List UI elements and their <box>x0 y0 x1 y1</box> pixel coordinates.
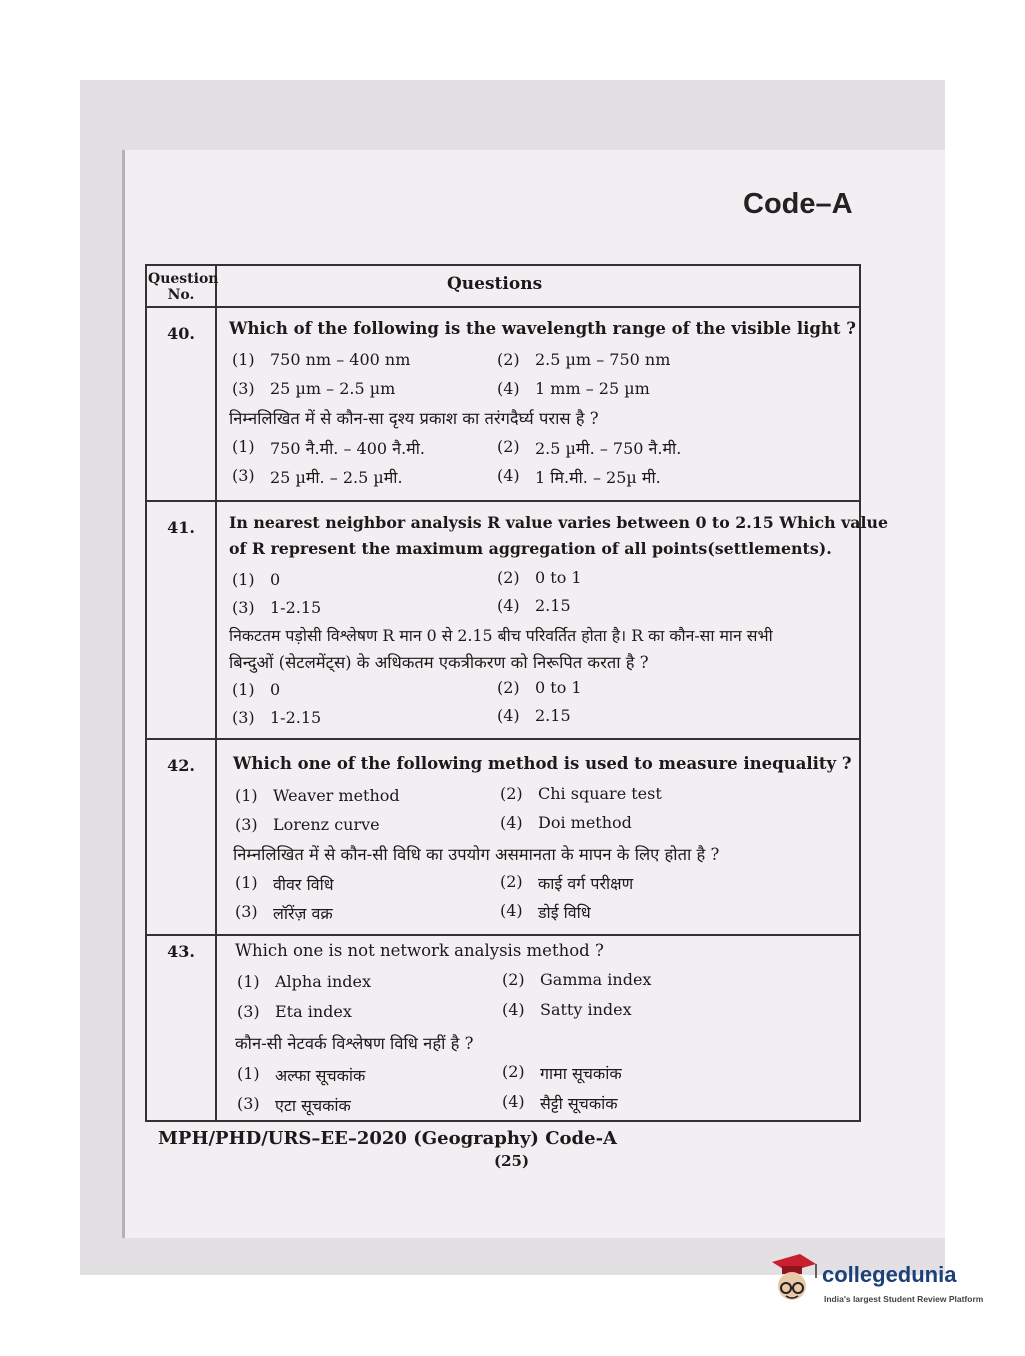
option-label: (4) <box>502 1092 525 1111</box>
option-text: Gamma index <box>540 970 652 989</box>
option-text: 750 नै.मी. – 400 नै.मी. <box>270 439 425 458</box>
option-text: 2.5 µm – 750 nm <box>535 350 671 369</box>
option-label: (4) <box>502 1000 525 1019</box>
option-text: Satty index <box>540 1000 632 1019</box>
option-label: (4) <box>500 901 523 920</box>
option-label: (3) <box>237 1094 260 1113</box>
option-text: 25 µm – 2.5 µm <box>270 379 396 398</box>
question-text-en: Which one of the following method is used to measure inequality ? <box>233 754 852 773</box>
question-text-en: Which of the following is the wavelength range of the visible light ? <box>229 319 856 338</box>
question-text-en: In nearest neighbor analysis R value varies between 0 to 2.15 Which value <box>229 513 889 532</box>
option-label: (3) <box>237 1002 260 1021</box>
question-text-hi: कौन-सी नेटवर्क विश्लेषण विधि नहीं है ? <box>235 1034 474 1053</box>
option-label: (1) <box>237 1064 260 1083</box>
option-label: (1) <box>232 570 255 589</box>
question-block <box>147 740 859 936</box>
option-label: (2) <box>497 437 520 456</box>
option-label: (2) <box>497 350 520 369</box>
option-text: 750 nm – 400 nm <box>270 350 411 369</box>
option-text: 1-2.15 <box>270 708 322 727</box>
question-number: 40. <box>167 324 195 343</box>
option-label: (3) <box>232 466 255 485</box>
header-question-no: Question No. <box>148 271 219 303</box>
option-label: (4) <box>497 706 520 725</box>
option-label: (4) <box>500 813 523 832</box>
option-label: (1) <box>232 350 255 369</box>
option-text: वीवर विधि <box>273 875 334 894</box>
option-label: (4) <box>497 379 520 398</box>
option-label: (2) <box>500 872 523 891</box>
option-text: Lorenz curve <box>273 815 380 834</box>
option-label: (1) <box>235 786 258 805</box>
option-text: 2.5 µमी. – 750 नै.मी. <box>535 439 682 458</box>
option-text: 0 <box>270 680 281 699</box>
option-label: (3) <box>232 379 255 398</box>
question-number: 42. <box>167 756 195 775</box>
option-label: (2) <box>500 784 523 803</box>
option-label: (1) <box>232 437 255 456</box>
paper-code: Code–A <box>743 188 853 220</box>
brand-name: collegedunia <box>822 1262 957 1287</box>
option-label: (3) <box>232 598 255 617</box>
option-label: (2) <box>497 678 520 697</box>
question-text-hi: निकटतम पड़ोसी विश्लेषण R मान 0 से 2.15 बीच परिवर्तित होता है। R का कौन-सा मान सभी <box>229 626 773 645</box>
option-text: 0 to 1 <box>535 568 582 587</box>
option-label: (2) <box>502 1062 525 1081</box>
option-label: (1) <box>232 680 255 699</box>
option-text: 0 to 1 <box>535 678 582 697</box>
option-label: (4) <box>497 596 520 615</box>
option-text: लॉरेंज़ वक्र <box>273 904 333 923</box>
option-label: (4) <box>497 466 520 485</box>
question-text-hi: निम्नलिखित में से कौन-सा दृश्य प्रकाश का तरंगदैर्घ्य परास है ? <box>229 409 599 428</box>
option-text: Doi method <box>538 813 632 832</box>
option-text: अल्फा सूचकांक <box>275 1066 366 1085</box>
question-text-hi: निम्नलिखित में से कौन-सी विधि का उपयोग असमानता के मापन के लिए होता है ? <box>233 845 720 864</box>
brand-tagline: India's largest Student Review Platform <box>824 1294 984 1304</box>
questions-table <box>145 264 889 1122</box>
header-questions: Questions <box>447 274 543 294</box>
option-text: Weaver method <box>273 786 400 805</box>
question-text-en: Which one is not network analysis method ? <box>235 941 604 960</box>
page-number: (25) <box>494 1152 530 1170</box>
collegedunia-branding[interactable] <box>766 1250 996 1314</box>
question-block <box>147 308 859 502</box>
option-label: (1) <box>235 873 258 892</box>
option-text: 1 मि.मी. – 25µ मी. <box>535 468 661 487</box>
question-text-en: of R represent the maximum aggregation of all points(settlements). <box>229 539 832 558</box>
option-label: (3) <box>235 815 258 834</box>
option-text: 0 <box>270 570 281 589</box>
question-text-hi: बिन्दुओं (सेटलमेंट्स) के अधिकतम एकत्रीकरण को निरूपित करता है ? <box>229 653 649 672</box>
option-text: 1-2.15 <box>270 598 322 617</box>
option-text: काई वर्ग परीक्षण <box>538 874 634 893</box>
option-label: (3) <box>232 708 255 727</box>
table-header <box>147 266 859 308</box>
option-text: 2.15 <box>535 596 571 615</box>
question-number: 43. <box>167 942 195 961</box>
option-text: 25 µमी. – 2.5 µमी. <box>270 468 403 487</box>
option-text: Eta index <box>275 1002 352 1021</box>
question-block <box>147 936 859 1122</box>
option-label: (3) <box>235 902 258 921</box>
option-text: Chi square test <box>538 784 662 803</box>
option-text: एटा सूचकांक <box>275 1096 351 1115</box>
option-label: (2) <box>502 970 525 989</box>
collegedunia-logo-icon <box>766 1252 818 1308</box>
option-text: सैट्टी सूचकांक <box>540 1094 618 1113</box>
option-text: 2.15 <box>535 706 571 725</box>
option-label: (1) <box>237 972 260 991</box>
option-label: (2) <box>497 568 520 587</box>
question-number: 41. <box>167 518 195 537</box>
option-text: Alpha index <box>275 972 371 991</box>
exam-code-footer: MPH/PHD/URS–EE–2020 (Geography) Code-A <box>158 1128 618 1149</box>
question-block <box>147 502 889 740</box>
option-text: डोई विधि <box>538 903 591 922</box>
option-text: 1 mm – 25 µm <box>535 379 650 398</box>
option-text: गामा सूचकांक <box>540 1064 622 1083</box>
